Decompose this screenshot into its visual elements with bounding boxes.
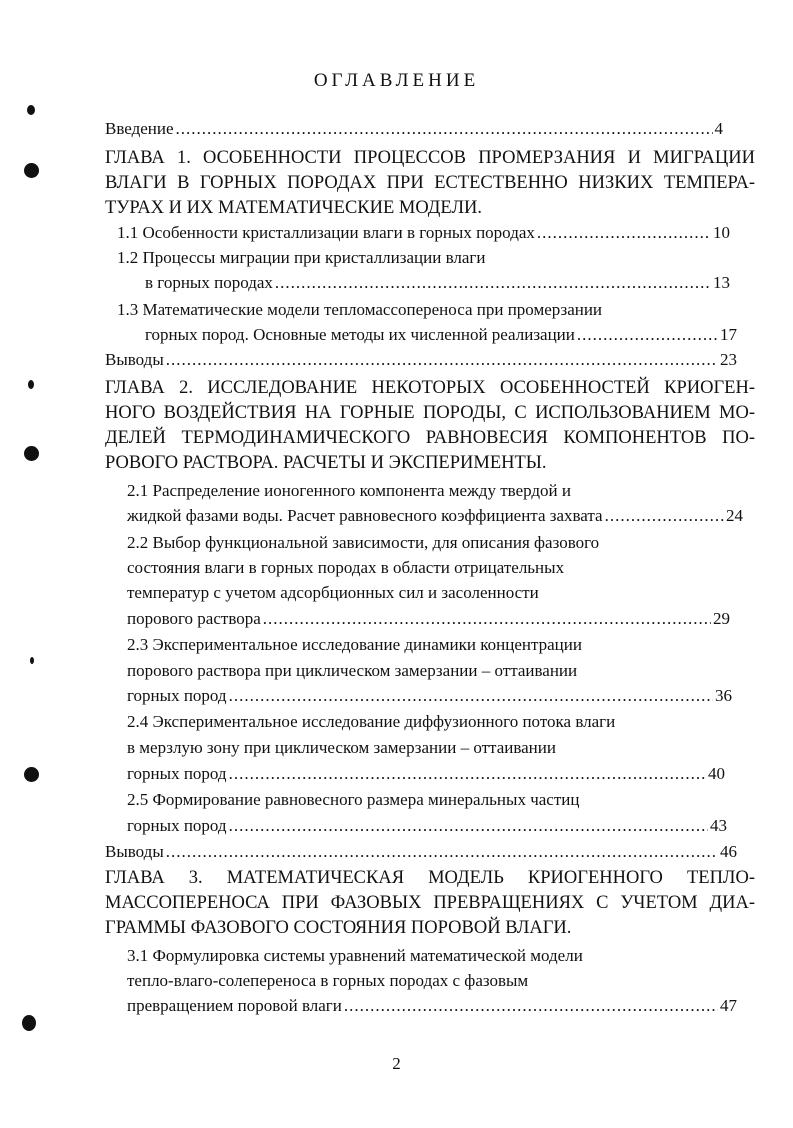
toc-entry-2-4-line: 2.4 Экспериментальное исследование диффузионного потока влаги — [127, 712, 616, 731]
toc-entry-label: Введение — [105, 119, 174, 138]
toc-entry-2-1[interactable] — [127, 505, 743, 527]
chapter-2-heading-line: ГЛАВА 2. ИССЛЕДОВАНИЕ НЕКОТОРЫХ ОСОБЕННОСТЕЙ КРИОГЕН- — [105, 378, 755, 398]
chapter-2-heading-line: РОВОГО РАСТВОРА. РАСЧЕТЫ И ЭКСПЕРИМЕНТЫ. — [105, 453, 547, 473]
toc-entry-3-1-line: 3.1 Формулировка системы уравнений математической модели — [127, 946, 583, 965]
page-title: ОГЛАВЛЕНИЕ — [313, 70, 480, 91]
toc-entry-1-3[interactable] — [145, 324, 737, 346]
toc-entry-2-5-line: 2.5 Формирование равновесного размера минеральных частиц — [127, 790, 580, 809]
toc-entry-page: 24 — [726, 506, 743, 525]
toc-entry-page: 10 — [713, 223, 730, 242]
chapter-2-heading-line: НОГО ВОЗДЕЙСТВИЯ НА ГОРНЫЕ ПОРОДЫ, С ИСПОЛЬЗОВАНИЕМ МО- — [105, 403, 755, 423]
toc-entry-page: 29 — [713, 609, 730, 628]
binding-hole-mark — [22, 1015, 36, 1031]
toc-leader-dots — [176, 118, 713, 140]
toc-entry-label: в горных породах — [145, 273, 273, 292]
toc-entry-label: горных пород — [127, 816, 227, 835]
toc-leader-dots — [166, 841, 718, 863]
toc-entry-2-1-line: 2.1 Распределение ионогенного компонента между твердой и — [127, 481, 571, 500]
toc-entry-2-5[interactable] — [127, 815, 727, 837]
toc-entry-1-1[interactable] — [117, 222, 730, 244]
toc-leader-dots — [229, 815, 708, 837]
toc-entry-2-3-line: порового раствора при циклическом замерзании – оттаивании — [127, 661, 578, 680]
toc-leader-dots — [537, 222, 711, 244]
toc-leader-dots — [275, 272, 711, 294]
chapter-3-heading-line: ГЛАВА 3. МАТЕМАТИЧЕСКАЯ МОДЕЛЬ КРИОГЕННОГО ТЕПЛО- — [105, 868, 755, 888]
toc-entry-3-1-line: тепло-влаго-солепереноса в горных породах с фазовым — [127, 971, 529, 990]
toc-entry-label: горных пород — [127, 686, 227, 705]
chapter-1-heading-line: ГЛАВА 1. ОСОБЕННОСТИ ПРОЦЕССОВ ПРОМЕРЗАНИЯ И МИГРАЦИИ — [105, 148, 755, 168]
toc-entry-3-1[interactable] — [127, 995, 737, 1017]
toc-entry-label: горных пород — [127, 764, 227, 783]
toc-entry-page: 40 — [708, 764, 725, 783]
toc-entry-1-2[interactable] — [145, 272, 730, 294]
toc-entry-2-2-line: температур с учетом адсорбционных сил и засоленности — [127, 583, 539, 602]
scan-speck-mark — [28, 380, 34, 389]
toc-entry-label: порового раствора — [127, 609, 261, 628]
toc-entry-2-4-line: в мерзлую зону при циклическом замерзании – оттаивании — [127, 738, 556, 757]
toc-entry-page: 4 — [714, 119, 723, 138]
scan-speck-mark — [30, 657, 34, 664]
toc-entry-page: 23 — [720, 350, 737, 369]
toc-entry-2-3-line: 2.3 Экспериментальное исследование динамики концентрации — [127, 635, 582, 654]
toc-entry-page: 36 — [715, 686, 732, 705]
binding-hole-mark — [24, 163, 39, 178]
chapter-1-heading-line: ВЛАГИ В ГОРНЫХ ПОРОДАХ ПРИ ЕСТЕСТВЕННО НИЗКИХ ТЕМПЕРА- — [105, 173, 755, 193]
toc-entry-label: 1.1 Особенности кристаллизации влаги в горных породах — [117, 223, 535, 242]
toc-entry-page: 46 — [720, 842, 737, 861]
toc-entry-2-3[interactable] — [127, 685, 732, 707]
toc-leader-dots — [166, 349, 718, 371]
scan-speck-mark — [27, 105, 35, 115]
page-number: 2 — [392, 1054, 401, 1073]
chapter-2-heading-line: ДЕЛЕЙ ТЕРМОДИНАМИЧЕСКОГО РАВНОВЕСИЯ КОМПОНЕНТОВ ПО- — [105, 428, 755, 448]
toc-entry-label: жидкой фазами воды. Расчет равновесного коэффициента захвата — [127, 506, 603, 525]
toc-entry-label: превращением поровой влаги — [127, 996, 342, 1015]
toc-entry-page: 13 — [713, 273, 730, 292]
toc-entry-page: 43 — [710, 816, 727, 835]
toc-entry-2-2[interactable] — [127, 608, 730, 630]
binding-hole-mark — [24, 446, 39, 461]
chapter-1-heading-line: ТУРАХ И ИХ МАТЕМАТИЧЕСКИЕ МОДЕЛИ. — [105, 198, 483, 218]
toc-entry-label: Выводы — [105, 350, 164, 369]
toc-entry-2-2-line: 2.2 Выбор функциональной зависимости, для описания фазового — [127, 533, 600, 552]
toc-entry-label: Выводы — [105, 842, 164, 861]
toc-leader-dots — [229, 763, 706, 785]
toc-leader-dots — [605, 505, 724, 527]
toc-entry-conclusions-1[interactable] — [105, 349, 737, 371]
toc-entry-label: горных пород. Основные методы их численной реализации — [145, 325, 575, 344]
toc-leader-dots — [263, 608, 711, 630]
toc-leader-dots — [344, 995, 718, 1017]
toc-entry-page: 17 — [720, 325, 737, 344]
toc-entry-conclusions-2[interactable] — [105, 841, 737, 863]
toc-entry-1-3-line: 1.3 Математические модели тепломассопереноса при промерзании — [117, 300, 603, 319]
toc-entry-page: 47 — [720, 996, 737, 1015]
toc-entry-2-4[interactable] — [127, 763, 725, 785]
toc-leader-dots — [577, 324, 718, 346]
binding-hole-mark — [24, 767, 39, 782]
toc-leader-dots — [229, 685, 713, 707]
toc-entry-1-2-line: 1.2 Процессы миграции при кристаллизации влаги — [117, 248, 486, 267]
chapter-3-heading-line: ГРАММЫ ФАЗОВОГО СОСТОЯНИЯ ПОРОВОЙ ВЛАГИ. — [105, 918, 572, 938]
chapter-3-heading-line: МАССОПЕРЕНОСА ПРИ ФАЗОВЫХ ПРЕВРАЩЕНИЯХ С УЧЕТОМ ДИА- — [105, 893, 755, 913]
toc-entry-intro[interactable] — [105, 118, 723, 140]
toc-entry-2-2-line: состояния влаги в горных породах в области отрицательных — [127, 558, 565, 577]
